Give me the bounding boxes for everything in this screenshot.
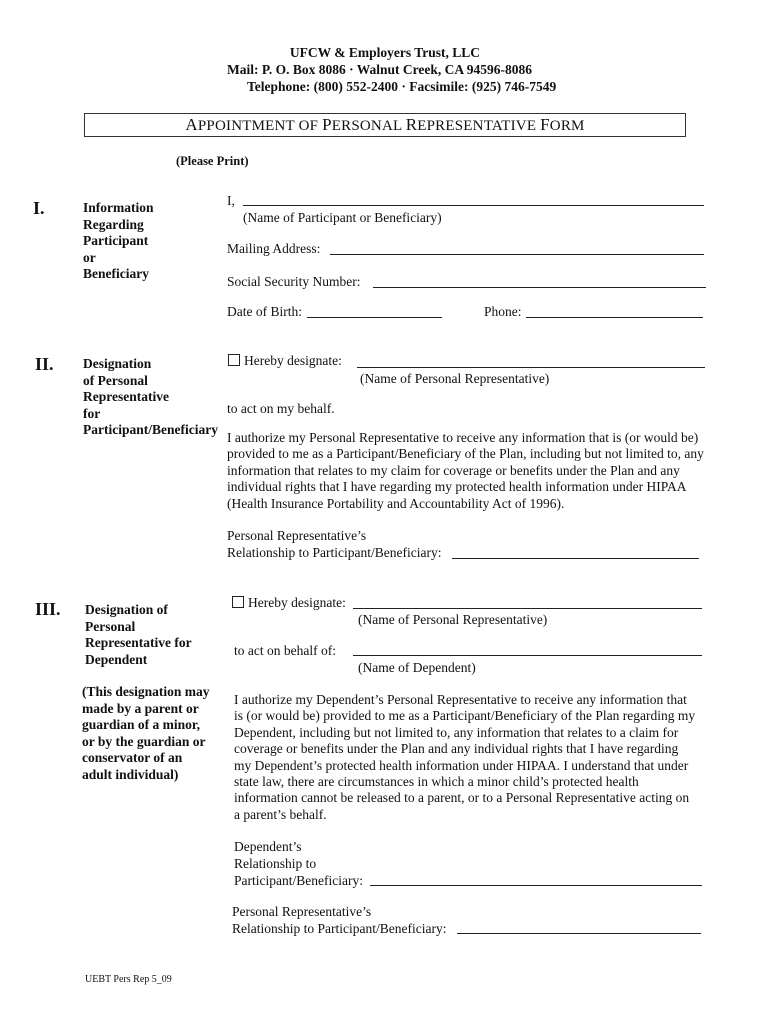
dep-authorization-paragraph: I authorize my Dependent’s Personal Representative to receive any information that is (or would be) provided to me as a Participant/Beneficiary of the Plan regarding my Dependent, including but not limited to, any information that relates to a claim for coverage or benefits under the Plan and any individual rights that I have regarding my Dependent’s protected health information under HIPAA. I understand that under state law, there are circumstances in which a minor child’s protected health information cannot be released to a parent, or to a Personal Representative acting on a parent’s behalf. — [234, 692, 696, 822]
form-title — [84, 113, 686, 137]
title-part: ORM — [549, 118, 585, 134]
dep-personal-rep-name-field[interactable] — [353, 596, 702, 609]
dep-relationship-label-1: Dependent’s — [234, 839, 302, 854]
section-3-note-line: or by the guardian or — [82, 733, 206, 749]
dep-rep-relationship-label-2: Relationship to Participant/Beneficiary: — [232, 921, 447, 936]
form-code-footer: UEBT Pers Rep 5_09 — [85, 974, 172, 985]
section-2-numeral: II. — [35, 354, 54, 374]
dep-personal-rep-caption: (Name of Personal Representative) — [358, 612, 548, 627]
section-3-label-line: Representative for — [85, 635, 192, 650]
telephone-fax: Telephone: (800) 552-2400 · Facsimile: (925) 746-7549 — [247, 79, 557, 94]
section-3-label — [85, 602, 192, 668]
section-2-label-line: Representative — [83, 389, 169, 404]
section-2-label — [83, 356, 218, 439]
section-3-note — [82, 684, 210, 783]
mail-address: Mail: P. O. Box 8086 · Walnut Creek, CA 94596-8086 — [227, 62, 533, 77]
ssn-label: Social Security Number: — [227, 274, 361, 289]
org-name: UFCW & Employers Trust, LLC — [289, 45, 481, 60]
please-print-note: (Please Print) — [176, 154, 249, 168]
act-on-behalf-text: to act on my behalf. — [227, 401, 335, 416]
hereby-designate-label: Hereby designate: — [244, 353, 342, 368]
rep-relationship-label-2: Relationship to Participant/Beneficiary: — [227, 545, 442, 560]
mailing-address-label: Mailing Address: — [227, 241, 321, 256]
personal-rep-caption: (Name of Personal Representative) — [360, 371, 550, 386]
dep-relationship-label-2: Relationship to — [234, 856, 317, 871]
rep-relationship-label-1: Personal Representative’s — [227, 528, 367, 543]
dep-relationship-field[interactable] — [370, 873, 702, 886]
dob-field[interactable] — [307, 305, 442, 318]
mailing-address-field[interactable] — [330, 242, 704, 255]
i-label: I, — [227, 193, 235, 208]
section-3-note-line: conservator of an — [82, 750, 183, 765]
section-3-note-line: guardian of a minor, — [82, 717, 201, 732]
phone-label: Phone: — [484, 304, 522, 319]
title-letter: P — [322, 115, 332, 134]
participant-name-caption: (Name of Participant or Beneficiary) — [243, 210, 442, 225]
ssn-field[interactable] — [373, 275, 706, 288]
title-part: EPRESENTATIVE — [417, 118, 541, 134]
dep-hereby-designate-row — [232, 595, 346, 611]
dob-label: Date of Birth: — [227, 304, 302, 319]
title-letter: F — [540, 115, 550, 134]
title-part: PPOINTMENT OF — [197, 118, 323, 134]
rep-relationship-field[interactable] — [452, 546, 699, 559]
dep-designate-checkbox[interactable] — [232, 596, 244, 608]
section-2-label-line: Designation — [83, 356, 152, 371]
section-3-numeral: III. — [35, 599, 61, 619]
section-2-label-line: Participant/Beneficiary — [83, 422, 218, 437]
act-on-behalf-of-label: to act on behalf of: — [234, 643, 336, 658]
section-2-label-line: of Personal — [83, 372, 148, 388]
participant-name-field[interactable] — [243, 193, 704, 206]
section-2-label-line: for — [83, 405, 101, 421]
section-3-label-line: Designation of — [85, 602, 168, 617]
phone-field[interactable] — [526, 305, 703, 318]
personal-rep-name-field[interactable] — [357, 355, 705, 368]
section-3-note-line: made by a parent or — [82, 700, 199, 716]
dep-relationship-label-3: Participant/Beneficiary: — [234, 873, 363, 888]
authorization-paragraph: I authorize my Personal Representative to receive any information that is (or would be) provided to me as a Participant/Beneficiary of the Plan, including but not limited to, any information that relates to my claim for coverage or benefits under the Plan and any individual rights that I have regarding my protected health information under HIPAA (Health Insurance Portability and Accountability Act of 1996). — [227, 430, 704, 511]
hereby-designate-row — [228, 353, 342, 369]
title-letter: A — [185, 115, 198, 134]
dep-hereby-designate-label: Hereby designate: — [248, 595, 346, 610]
section-3-label-line: Dependent — [85, 651, 148, 667]
section-3-note-line: (This designation may — [82, 684, 210, 699]
dependent-name-field[interactable] — [353, 643, 702, 656]
section-1-label: Information Regarding Participant or Beneficiary — [83, 200, 154, 281]
dependent-name-caption: (Name of Dependent) — [358, 660, 476, 675]
title-letter: R — [405, 115, 418, 134]
section-3-note-line: adult individual) — [82, 766, 179, 782]
title-part: ERSONAL — [331, 118, 406, 134]
dep-rep-relationship-label-1: Personal Representative’s — [232, 904, 372, 919]
designate-checkbox[interactable] — [228, 354, 240, 366]
dep-rep-relationship-field[interactable] — [457, 921, 701, 934]
section-1-numeral: I. — [33, 198, 45, 218]
section-3-label-line: Personal — [85, 618, 136, 634]
